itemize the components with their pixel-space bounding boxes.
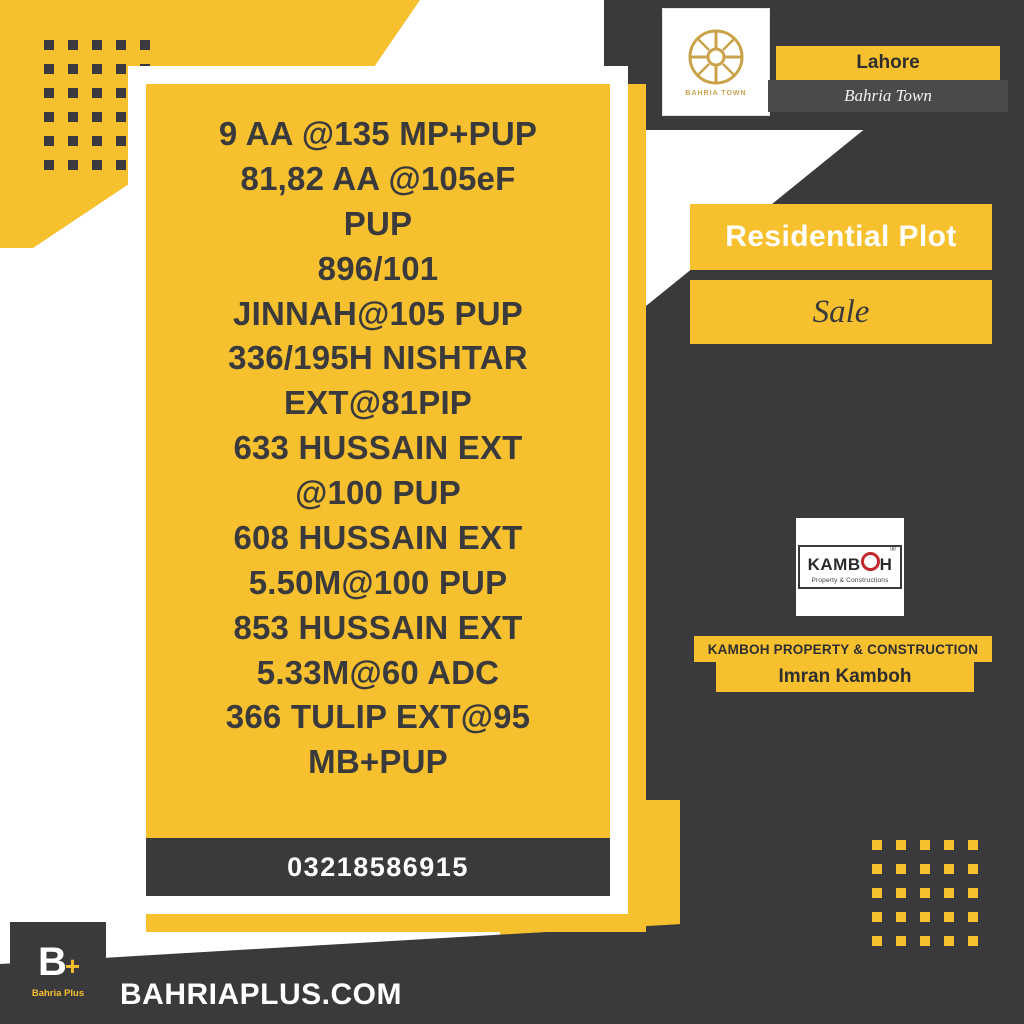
bahria-town-emblem-icon [687,28,745,86]
agency-logo-word-tail: H [879,555,893,574]
agency-logo [796,518,904,616]
bahria-plus-caption: Bahria Plus [31,987,85,999]
agency-name: KAMBOH PROPERTY & CONSTRUCTION [694,636,992,662]
agency-logo-wordmark [808,552,893,575]
bahria-plus-letter: B [37,939,65,984]
agency-logo-word-head: KAMB [807,555,861,574]
website-url[interactable]: BAHRIAPLUS.COM [120,978,402,1011]
listing-line: PUP [343,204,413,242]
listing-line: 5.33M@60 ADC [256,653,500,691]
property-type-badge [690,204,992,270]
bahria-plus-logo [10,922,106,1018]
listing-line: EXT@81PIP [283,384,473,422]
agency-logo-subtitle: Property & Constructions [811,577,889,584]
listing-text-block [146,84,610,838]
listing-line: 9 AA @135 MP+PUP [218,115,538,152]
listing-line: 853 HUSSAIN EXT [233,608,523,646]
listing-line: @100 PUP [295,474,461,511]
agency-logo-frame [798,545,903,589]
listing-line: 81,82 AA @105eF [240,159,516,197]
listing-line: JINNAH@105 PUP [233,294,523,332]
society-label: Bahria Town [768,80,1008,112]
agency-logo-ring-icon [861,552,880,571]
property-type-label: Residential Plot [725,220,957,253]
deal-type-label: Sale [812,293,870,330]
bahria-town-logo [662,8,770,116]
agency-registered-mark: ® [890,544,896,553]
listing-line: 896/101 [317,249,439,287]
bahria-plus-monogram-icon [37,939,79,984]
listing-line: 608 HUSSAIN EXT [233,518,523,556]
listing-line: 336/195H NISHTAR [228,339,528,377]
listing-card [128,66,628,914]
listing-line: 633 HUSSAIN EXT [233,429,523,467]
listing-line: 5.50M@100 PUP [248,563,508,601]
listing-line: MB+PUP [308,743,448,781]
deal-type-badge [690,280,992,344]
decor-dot-grid-bottom-right [872,840,978,946]
bahria-town-logo-caption: BAHRIA TOWN [685,89,747,97]
contact-phone[interactable]: 03218586915 [146,838,610,896]
city-label: Lahore [776,46,1000,80]
agent-name: Imran Kamboh [716,662,974,692]
listing-line: 366 TULIP EXT@95 [225,698,531,736]
bahria-plus-plus-icon: + [64,950,79,981]
